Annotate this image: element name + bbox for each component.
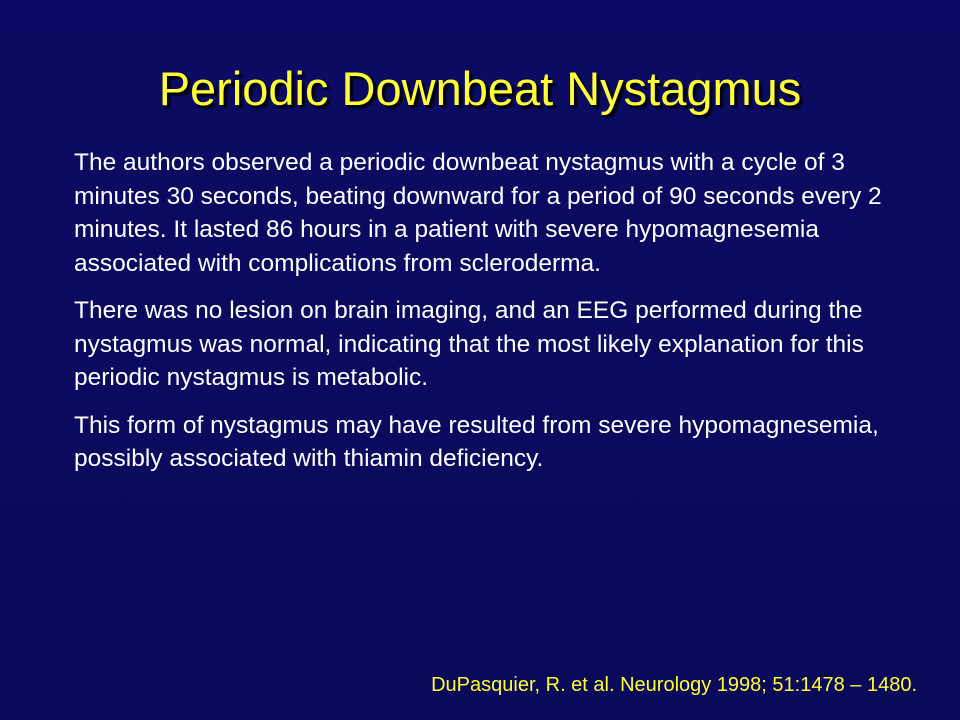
paragraph-observation: The authors observed a periodic downbeat nystagmus with a cycle of 3 minutes 30 seconds, beating downward for a period of 90 seconds every 2 minutes. It lasted 86 hours in a patient with severe hypomagnesemia associated with complications from scleroderma. bbox=[74, 149, 882, 277]
slide-body bbox=[74, 146, 894, 490]
paragraph-imaging: There was no lesion on brain imaging, and an EEG performed during the nystagmus was normal, indicating that the most likely explanation for this periodic nystagmus is metabolic. bbox=[74, 297, 864, 391]
citation: DuPasquier, R. et al. Neurology 1998; 51:1478 – 1480. bbox=[431, 674, 917, 696]
slide-title: Periodic Downbeat Nystagmus bbox=[158, 62, 802, 115]
paragraph-conclusion: This form of nystagmus may have resulted from severe hypomagnesemia, possibly associated with thiamin deficiency. bbox=[74, 411, 879, 472]
